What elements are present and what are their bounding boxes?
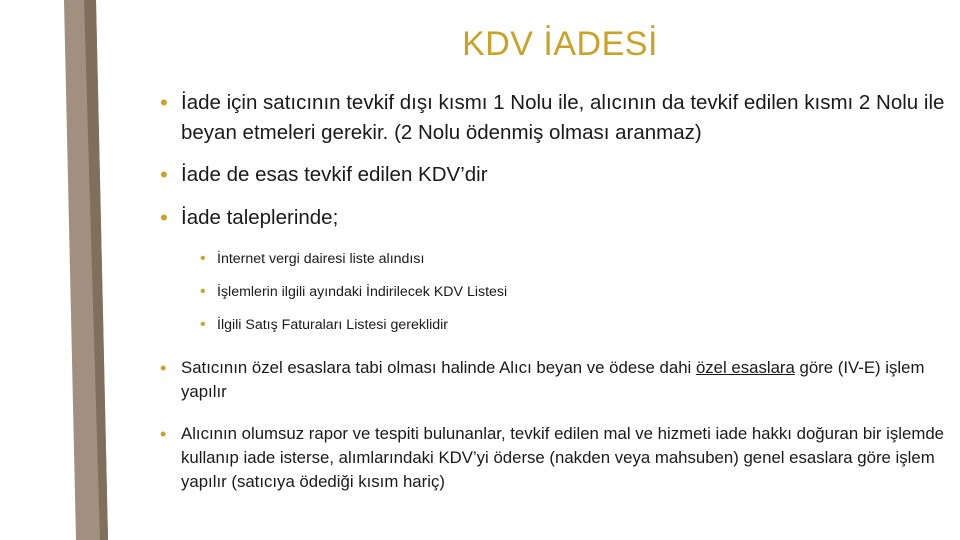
bullet-item <box>160 356 950 404</box>
bullet-dot-icon: • <box>200 283 206 300</box>
bullet-text: İade de esas tevkif edilen KDV’dir <box>181 163 488 186</box>
bullet-dot-icon: • <box>200 250 206 267</box>
bullet-text: İade için satıcının tevkif dışı kısmı 1 Nolu ile, alıcının da tevkif edilen kısmı 2 Nolu ile beyan etmeleri gerekir. (2 Nolu ödenmiş olması aranmaz) <box>181 91 945 144</box>
sub-bullet-item <box>200 314 950 336</box>
bullet-dot-icon: • <box>200 316 206 333</box>
slide-title: KDV İADESİ <box>462 25 658 63</box>
bullet-item <box>160 160 950 190</box>
decorative-side-band <box>0 0 110 540</box>
bullet-text: İade taleplerinde; <box>181 206 339 229</box>
sub-bullet-text: İnternet vergi dairesi liste alındısı <box>217 251 425 267</box>
bullet-text-end: göre (IV-E) işlem yapılır <box>181 358 925 401</box>
bullet-dot-icon: • <box>160 90 168 115</box>
bullet-item <box>160 422 950 494</box>
sub-bullet-text: İşlemlerin ilgili ayındaki İndirilecek KDV Listesi <box>217 284 508 300</box>
underlined-phrase: özel esaslara <box>695 358 795 377</box>
bullet-item <box>160 203 950 233</box>
bullet-dot-icon: • <box>160 205 168 230</box>
bullet-list <box>160 88 950 494</box>
sub-bullet-item <box>200 248 950 270</box>
bullet-dot-icon: • <box>160 424 167 444</box>
bullet-dot-icon: • <box>160 162 168 187</box>
bullet-text-start: Satıcının özel esaslara tabi olması halinde Alıcı beyan ve ödese dahi <box>181 358 696 377</box>
bullet-dot-icon: • <box>160 358 167 378</box>
sub-bullet-text: İlgili Satış Faturaları Listesi gereklidir <box>217 317 449 333</box>
sub-bullet-item <box>200 281 950 303</box>
bullet-text: Alıcının olumsuz rapor ve tespiti bulunanlar, tevkif edilen mal ve hizmeti iade hakkı doğuran bir işlemde kullanıp iade isterse, alımlarındaki KDV’yi öderse (nakden veya mahsuben) genel esaslara göre işlem yapılır (satıcıya ödediği kısım hariç) <box>181 424 945 491</box>
bullet-item <box>160 88 950 148</box>
